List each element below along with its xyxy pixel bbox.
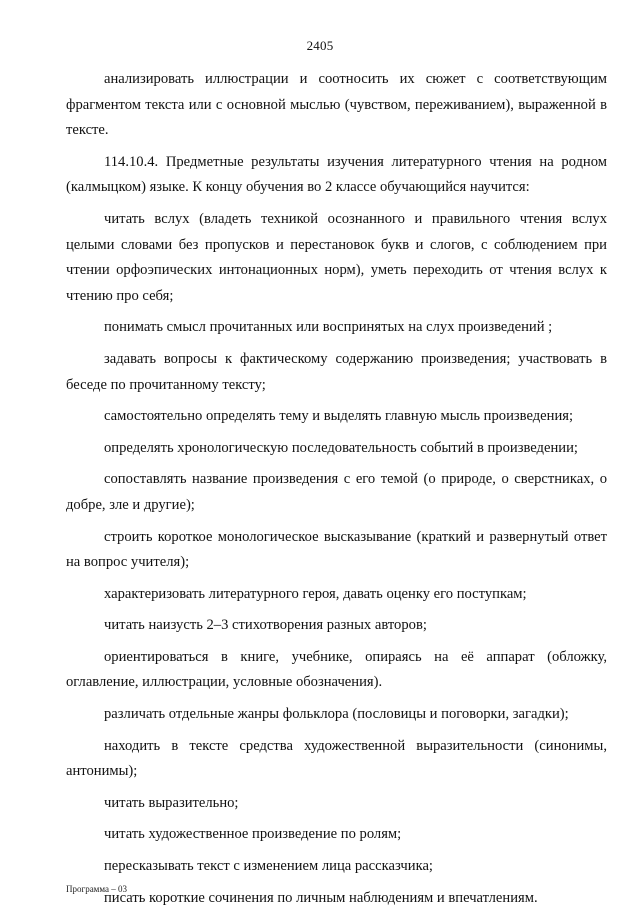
document-body	[66, 67, 607, 911]
paragraph-item: ориентироваться в книге, учебнике, опираясь на её аппарат (обложку, оглавление, иллюстрации, условные обозначения).	[66, 648, 607, 691]
paragraph-item: читать вслух (владеть техникой осознанного и правильного чтения вслух целыми словами без пропусков и перестановок букв и слогов, с соблюдением при чтении орфоэпических интонационных норм), уметь переходить от чтения вслух к чтению про себя;	[66, 210, 607, 304]
paragraph-item: читать художественное произведение по ролям;	[104, 826, 402, 843]
paragraph-section-heading: 114.10.4. Предметные результаты изучения литературного чтения на родном (калмыцком) языке. К концу обучения во 2 классе обучающийся научится:	[66, 153, 607, 196]
paragraph-item: читать выразительно;	[104, 794, 239, 811]
paragraph-item: строить короткое монологическое высказывание (краткий и развернутый ответ на вопрос учителя);	[66, 528, 607, 571]
paragraph-item: характеризовать литературного героя, давать оценку его поступкам;	[104, 585, 527, 602]
paragraph-continuation: анализировать иллюстрации и соотносить их сюжет с соответствующим фрагментом текста или с основной мыслью (чувством, переживанием), выраженной в тексте.	[66, 71, 607, 139]
paragraph-item: различать отдельные жанры фольклора (пословицы и поговорки, загадки);	[104, 706, 569, 723]
paragraph-item: сопоставлять название произведения с его темой (о природе, о сверстниках, о добре, зле и другие);	[66, 471, 607, 513]
page-number: 2405	[306, 38, 334, 53]
footer-label: Программа – 03	[66, 884, 128, 894]
paragraph-item: определять хронологическую последовательность событий в произведении;	[104, 439, 578, 456]
paragraph-item: писать короткие сочинения по личным наблюдениям и впечатлениям.	[104, 889, 538, 906]
paragraph-item: самостоятельно определять тему и выделять главную мысль произведения;	[104, 408, 574, 425]
paragraph-item: пересказывать текст с изменением лица рассказчика;	[104, 858, 433, 875]
paragraph-item: находить в тексте средства художественной выразительности (синонимы, антонимы);	[66, 737, 607, 780]
paragraph-item: читать наизусть 2–3 стихотворения разных авторов;	[104, 617, 427, 634]
paragraph-item: понимать смысл прочитанных или воспринятых на слух произведений ;	[104, 319, 553, 336]
paragraph-item: задавать вопросы к фактическому содержанию произведения; участвовать в беседе по прочитанному тексту;	[66, 350, 607, 393]
